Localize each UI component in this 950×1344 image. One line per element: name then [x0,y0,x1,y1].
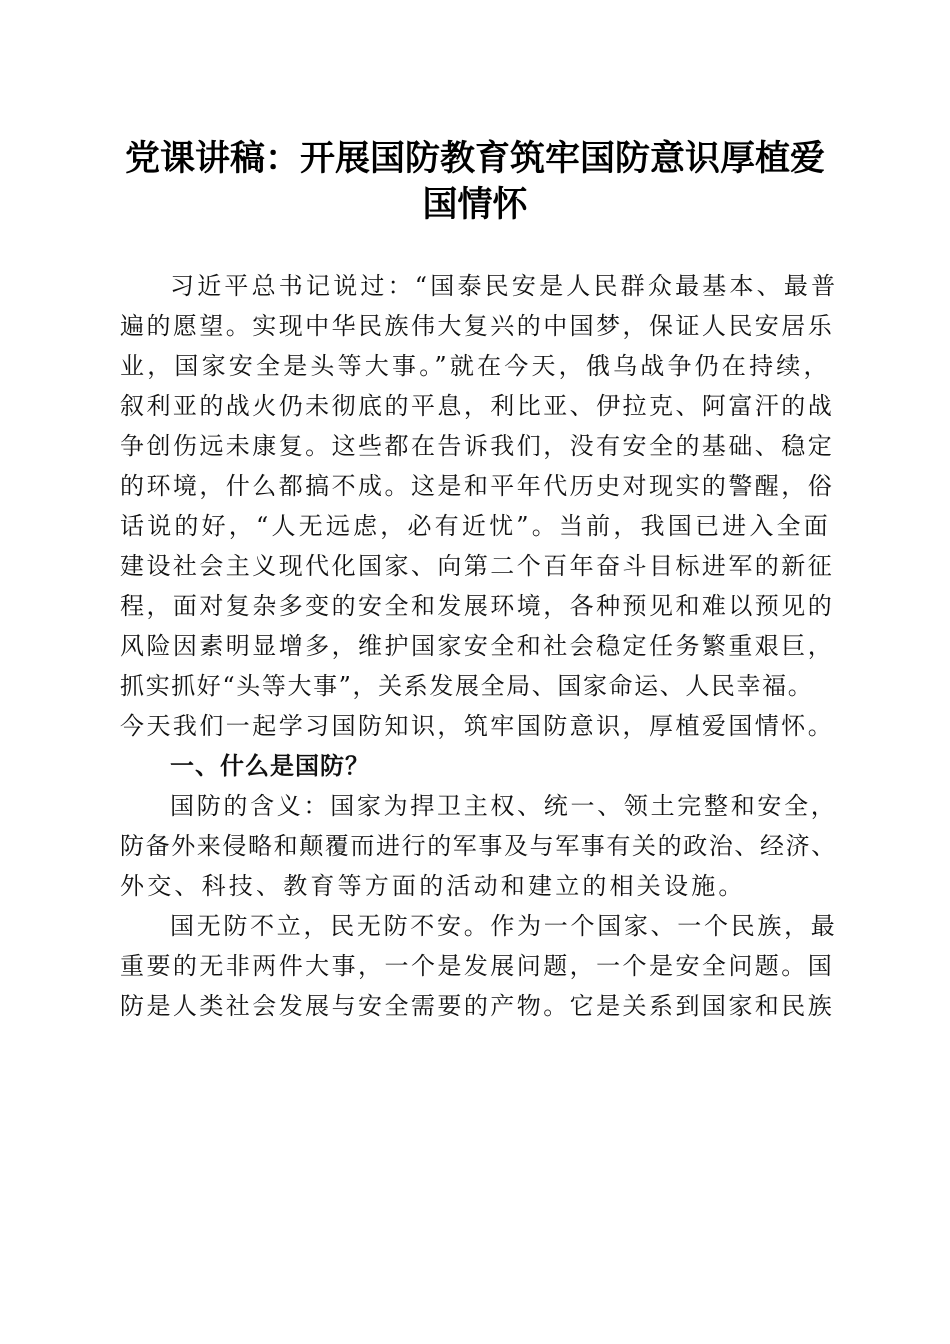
text-line: 争创伤远未康复。这些都在告诉我们，没有安全的基础、稳定 [120,432,835,460]
text-line: 今天我们一起学习国防知识，筑牢国防意识，厚植爱国情怀。 [120,712,835,740]
text-line: 程，面对复杂多变的安全和发展环境，各种预见和难以预见的 [120,592,835,620]
paragraph-intro [120,266,840,746]
text-line: 国防的含义：国家为捍卫主权、统一、领土完整和安全， [170,792,838,820]
title-line: 党课讲稿：开展国防教育筑牢国防意识厚植爱 [124,139,825,179]
text-line: 防是人类社会发展与安全需要的产物。它是关系到国家和民族 [120,992,835,1020]
text-line: 重要的无非两件大事，一个是发展问题，一个是安全问题。国 [120,952,835,980]
text-line: 抓实抓好“头等大事”，关系发展全局、国家命运、人民幸福。 [120,672,814,700]
text-line: 业，国家安全是头等大事。”就在今天，俄乌战争仍在持续， [120,352,831,380]
document-body [120,266,840,1026]
text-line: 的环境，什么都搞不成。这是和平年代历史对现实的警醒，俗 [120,472,835,500]
text-line: 风险因素明显增多，维护国家安全和社会稳定任务繁重艰巨， [120,632,835,660]
text-line: 国无防不立，民无防不安。作为一个国家、一个民族，最 [170,912,838,940]
paragraph-importance [120,906,840,1026]
text-line: 遍的愿望。实现中华民族伟大复兴的中国梦，保证人民安居乐 [120,312,835,340]
section-heading-block [120,746,840,786]
text-line: 防备外来侵略和颠覆而进行的军事及与军事有关的政治、经济、 [120,832,837,860]
text-line: 外交、科技、教育等方面的活动和建立的相关设施。 [120,872,746,900]
document-title [110,136,840,228]
text-line: 建设社会主义现代化国家、向第二个百年奋斗目标进军的新征 [120,552,835,580]
paragraph-definition [120,786,840,906]
text-line: 话说的好，“人无远虑，必有近忧”。当前，我国已进入全面 [120,512,831,540]
section-heading: 一、什么是国防？ [170,752,370,780]
text-line: 习近平总书记说过：“国泰民安是人民群众最基本、最普 [170,272,839,300]
text-line: 叙利亚的战火仍未彻底的平息，利比亚、伊拉克、阿富汗的战 [120,392,835,420]
title-line: 国情怀 [422,185,528,225]
